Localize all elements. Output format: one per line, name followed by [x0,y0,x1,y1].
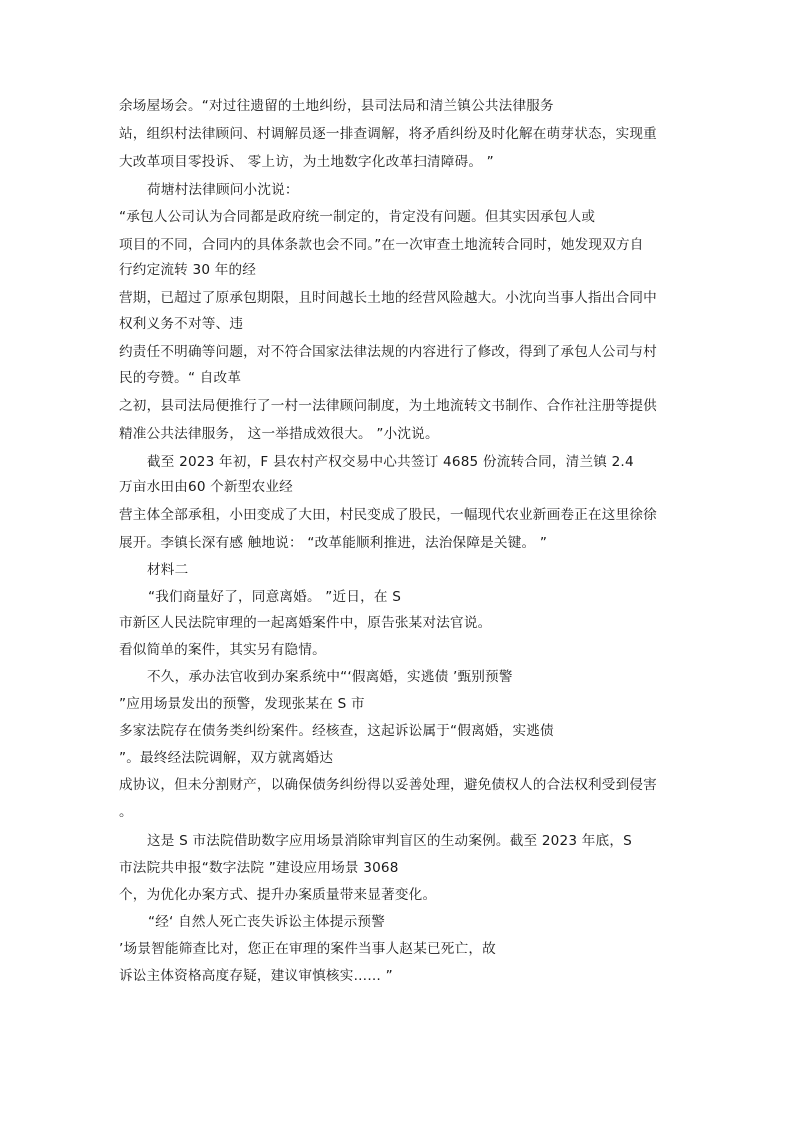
text-line: 营主体全部承租，小田变成了大田，村民变成了股民，一幅现代农业新画卷正在这里徐徐 [119,507,657,523]
text-line: 截至 2023 年初，F 县农村产权交易中心共签订 4685 份流转合同，清兰镇 2.4 [147,454,634,470]
text-line: ’场景智能筛查比对，您正在审理的案件当事人赵某已死亡，故 [119,941,496,957]
text-line: 市新区人民法院审理的一起离婚案件中，原告张某对法官说。 [119,615,492,631]
text-line: 荷塘村法律顾问小沈说： [147,182,299,198]
text-line: 大改革项目零投诉、 零上访，为土地数字化改革扫清障碍。 ” [119,154,494,170]
text-line: 万亩水田由60 个新型农业经 [119,479,293,495]
text-line: ”。最终经法院调解，双方就离婚达 [119,750,334,766]
text-line: ”应用场景发出的预警，发现张某在 S 市 [119,696,365,712]
text-line: 余场屋场会。“对过往遗留的土地纠纷，县司法局和清兰镇公共法律服务 [119,98,554,114]
text-line: 站，组织村法律顾问、村调解员逐一排查调解，将矛盾纠纷及时化解在萌芽状态，实现重 [119,126,657,142]
text-line: “承包人公司认为合同都是政府统一制定的，肯定没有问题。但其实因承包人或 [119,209,596,225]
text-line: 诉讼主体资格高度存疑，建议审慎核实…… ” [119,968,393,984]
text-line: 这是 S 市法院借助数字应用场景消除审判盲区的生动案例。截至 2023 年底，S [147,833,632,849]
text-line: 成协议，但未分割财产，以确保债务纠纷得以妥善处理，避免债权人的合法权利受到侵害 [119,777,657,793]
text-line: 权利义务不对等、违 [119,316,244,332]
text-line: 精准公共法律服务， 这一举措成效很大。 ”小沈说。 [119,426,439,442]
text-line: “我们商量好了，同意离婚。 ”近日，在 S [148,589,402,605]
text-line: 项目的不同，合同内的具体条款也会不同。”在一次审查土地流转合同时，她发现双方自 [119,237,644,253]
text-line: 约责任不明确等问题，对不符合国家法律法规的内容进行了修改，得到了承包人公司与村 [119,344,657,360]
text-line: 民的夸赞。“ 自改革 [119,370,242,386]
text-line: 看似简单的案件，其实另有隐情。 [119,642,326,658]
text-line: 行约定流转 30 年的经 [119,262,257,278]
section-heading: 材料二 [147,562,189,578]
text-line: 营期，已超过了原承包期限，且时间越长土地的经营风险越大。小沈向当事人指出合同中 [119,290,657,306]
text-line: “经‘ 自然人死亡丧失诉讼主体提示预警 [148,914,385,930]
text-line: 个，为优化办案方式、提升办案质量带来显著变化。 [119,887,437,903]
text-line: 不久，承办法官收到办案系统中“‘假离婚，实逃债 ’甄别预警 [147,669,513,685]
text-line: 。 [119,804,133,820]
text-line: 多家法院存在债务类纠纷案件。经核查，这起诉讼属于“假离婚，实逃债 [119,723,554,739]
text-line: 市法院共申报“数字法院 ”建设应用场景 3068 [119,860,399,876]
text-line: 展开。李镇长深有感 触地说： “改革能顺利推进，法治保障是关键。 ” [119,535,548,551]
text-line: 之初，县司法局便推行了一村一法律顾问制度，为土地流转文书制作、合作社注册等提供 [119,398,657,414]
